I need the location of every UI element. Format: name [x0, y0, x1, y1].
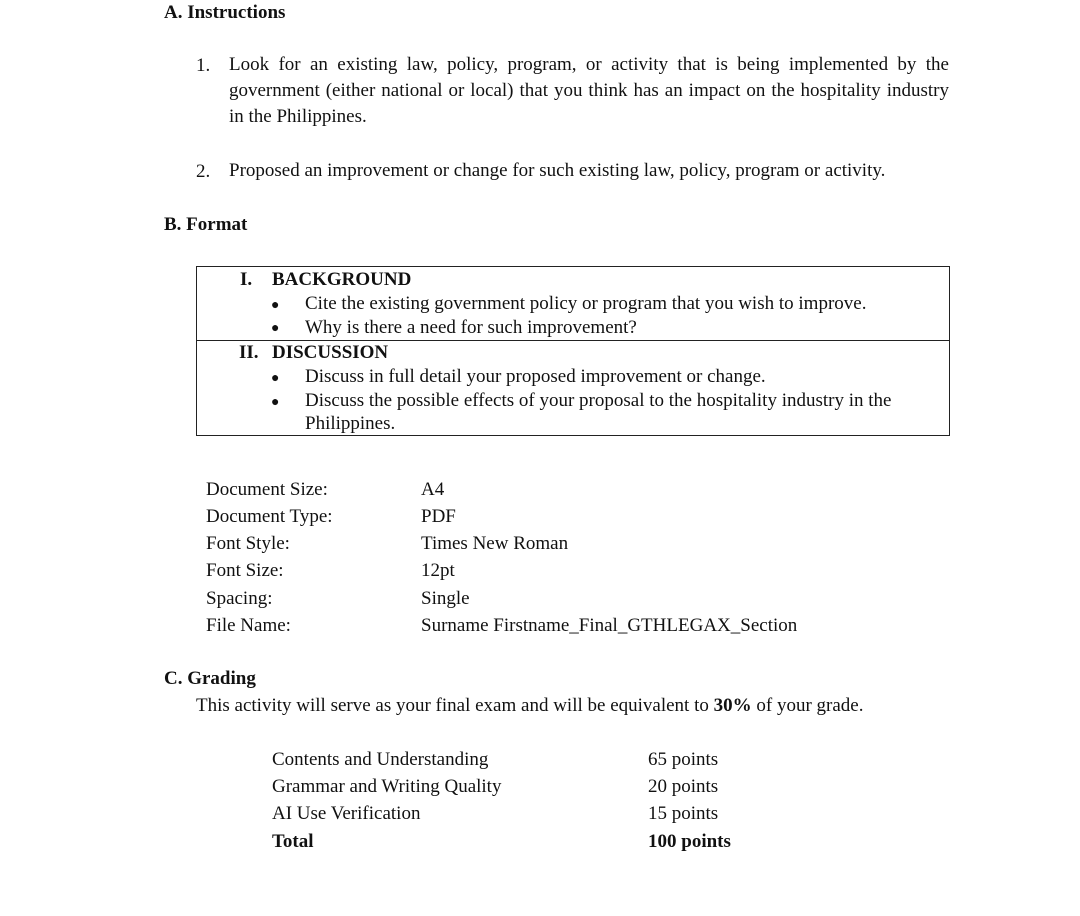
spec-value: A4 — [421, 479, 445, 500]
spec-label: Document Size: — [206, 479, 328, 500]
item-1-text: Look for an existing law, policy, program, or activity that is being implemented by the government (either national or local) that you think has an impact on the hospitality industry in the Philippines. — [229, 54, 949, 127]
bullet-icon: ● — [271, 298, 280, 313]
rubric-criterion: AI Use Verification — [272, 803, 421, 824]
spec-value: PDF — [421, 506, 456, 527]
spec-value: Single — [421, 588, 470, 609]
rubric-criterion: Grammar and Writing Quality — [272, 776, 502, 797]
background-bullet-1: Cite the existing government policy or program that you wish to improve. — [305, 293, 867, 314]
rubric-points: 15 points — [648, 803, 719, 824]
spec-label: File Name: — [206, 615, 291, 636]
background-title: BACKGROUND — [272, 269, 412, 290]
grading-intro-before: This activity will serve as your final exam and will be equivalent to — [196, 695, 709, 716]
discussion-bullet-2-cont: Philippines. — [305, 413, 396, 434]
section-b-heading: B. Format — [164, 214, 248, 235]
discussion-title: DISCUSSION — [272, 342, 389, 363]
grading-intro-after: of your grade. — [756, 695, 864, 716]
rubric-points: 20 points — [648, 776, 719, 797]
item-2-number: 2. — [196, 161, 211, 182]
background-numeral: I. — [240, 269, 253, 290]
rubric-total-points: 100 points — [648, 831, 731, 852]
item-2-text: Proposed an improvement or change for such existing law, policy, program or activity. — [229, 160, 886, 181]
bullet-icon: ● — [271, 321, 280, 336]
grading-intro — [196, 693, 863, 719]
bullet-icon: ● — [271, 395, 280, 410]
spec-label: Font Size: — [206, 560, 284, 581]
spec-label: Font Style: — [206, 533, 290, 554]
spec-value: Times New Roman — [421, 533, 569, 554]
item-1-number: 1. — [196, 55, 211, 76]
discussion-numeral: II. — [239, 342, 259, 363]
section-a-heading: A. Instructions — [164, 2, 286, 23]
rubric-criterion: Contents and Understanding — [272, 749, 489, 770]
spec-label: Document Type: — [206, 506, 333, 527]
spec-value: 12pt — [421, 560, 455, 581]
rubric-total-label: Total — [272, 831, 314, 852]
bullet-icon: ● — [271, 371, 280, 386]
discussion-bullet-1: Discuss in full detail your proposed improvement or change. — [305, 366, 766, 387]
rubric-points: 65 points — [648, 749, 719, 770]
grading-percent: 30% — [713, 695, 752, 716]
discussion-bullet-2: Discuss the possible effects of your proposal to the hospitality industry in the — [305, 390, 892, 411]
spec-label: Spacing: — [206, 588, 273, 609]
background-bullet-2: Why is there a need for such improvement? — [305, 317, 637, 338]
section-c-heading: C. Grading — [164, 668, 256, 689]
spec-value: Surname Firstname_Final_GTHLEGAX_Section — [421, 615, 798, 636]
